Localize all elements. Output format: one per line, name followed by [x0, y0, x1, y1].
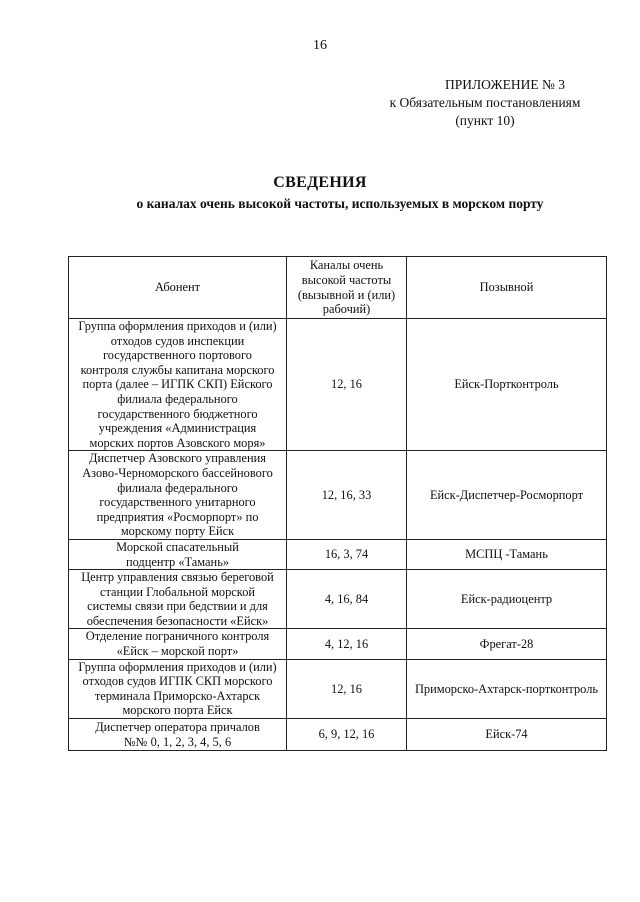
cell-callsign: Фрегат-28 — [407, 629, 607, 659]
cell-callsign: Ейск-радиоцентр — [407, 570, 607, 629]
cell-channels: 12, 16 — [287, 659, 407, 718]
cell-channels: 16, 3, 74 — [287, 539, 407, 569]
table-row — [69, 570, 607, 629]
cell-callsign: Ейск-74 — [407, 719, 607, 751]
cell-subscriber: Группа оформления приходов и (или) отходов судов ИГПК СКП морского терминала Приморско-Ахтарск морского порта Ейск — [69, 659, 287, 718]
appendix-clause: (пункт 10) — [455, 113, 515, 128]
cell-channels: 4, 12, 16 — [287, 629, 407, 659]
cell-channels: 6, 9, 12, 16 — [287, 719, 407, 751]
cell-subscriber: Диспетчер оператора причалов №№ 0, 1, 2, 3, 4, 5, 6 — [69, 719, 287, 751]
cell-callsign: Ейск-Диспетчер-Росморпорт — [407, 451, 607, 540]
cell-channels: 12, 16 — [287, 319, 407, 451]
cell-subscriber: Отделение пограничного контроля «Ейск – морской порт» — [69, 629, 287, 659]
cell-subscriber: Центр управления связью береговой станции Глобальной морской системы связи при бедствии и для обеспечения безопасности «Ейск» — [69, 570, 287, 629]
table-row — [69, 319, 607, 451]
table-row — [69, 451, 607, 540]
cell-channels: 4, 16, 84 — [287, 570, 407, 629]
document-title: СВЕДЕНИЯ — [273, 174, 367, 191]
appendix-number: ПРИЛОЖЕНИЕ № 3 — [444, 77, 566, 92]
table-row — [69, 539, 607, 569]
header-callsign: Позывной — [407, 257, 607, 319]
table-row — [69, 629, 607, 659]
header-channels: Каналы очень высокой частоты (вызывной и (или) рабочий) — [287, 257, 407, 319]
header-subscriber: Абонент — [69, 257, 287, 319]
vhf-channels-table — [68, 256, 607, 751]
cell-subscriber: Группа оформления приходов и (или) отходов судов инспекции государственного портового контроля службы капитана морского порта (далее – ИГПК СКП) Ейского филиала федерального государственного бюджетного учреждения «Администрация морских портов Азовского моря» — [69, 319, 287, 451]
page-number: 16 — [313, 38, 327, 53]
appendix-reference: к Обязательным постановлениям — [389, 95, 581, 110]
cell-subscriber: Морской спасательный подцентр «Тамань» — [69, 539, 287, 569]
cell-callsign: МСПЦ -Тамань — [407, 539, 607, 569]
table-row — [69, 659, 607, 718]
cell-channels: 12, 16, 33 — [287, 451, 407, 540]
cell-subscriber: Диспетчер Азовского управления Азово-Черноморского бассейнового филиала федерального государственного унитарного предприятия «Росморпорт» по морскому порту Ейск — [69, 451, 287, 540]
table-row — [69, 719, 607, 751]
document-subtitle: о каналах очень высокой частоты, используемых в морском порту — [136, 196, 544, 211]
cell-callsign: Ейск-Портконтроль — [407, 319, 607, 451]
appendix-block — [360, 76, 610, 130]
table-header-row — [69, 257, 607, 319]
cell-callsign: Приморско-Ахтарск-портконтроль — [407, 659, 607, 718]
